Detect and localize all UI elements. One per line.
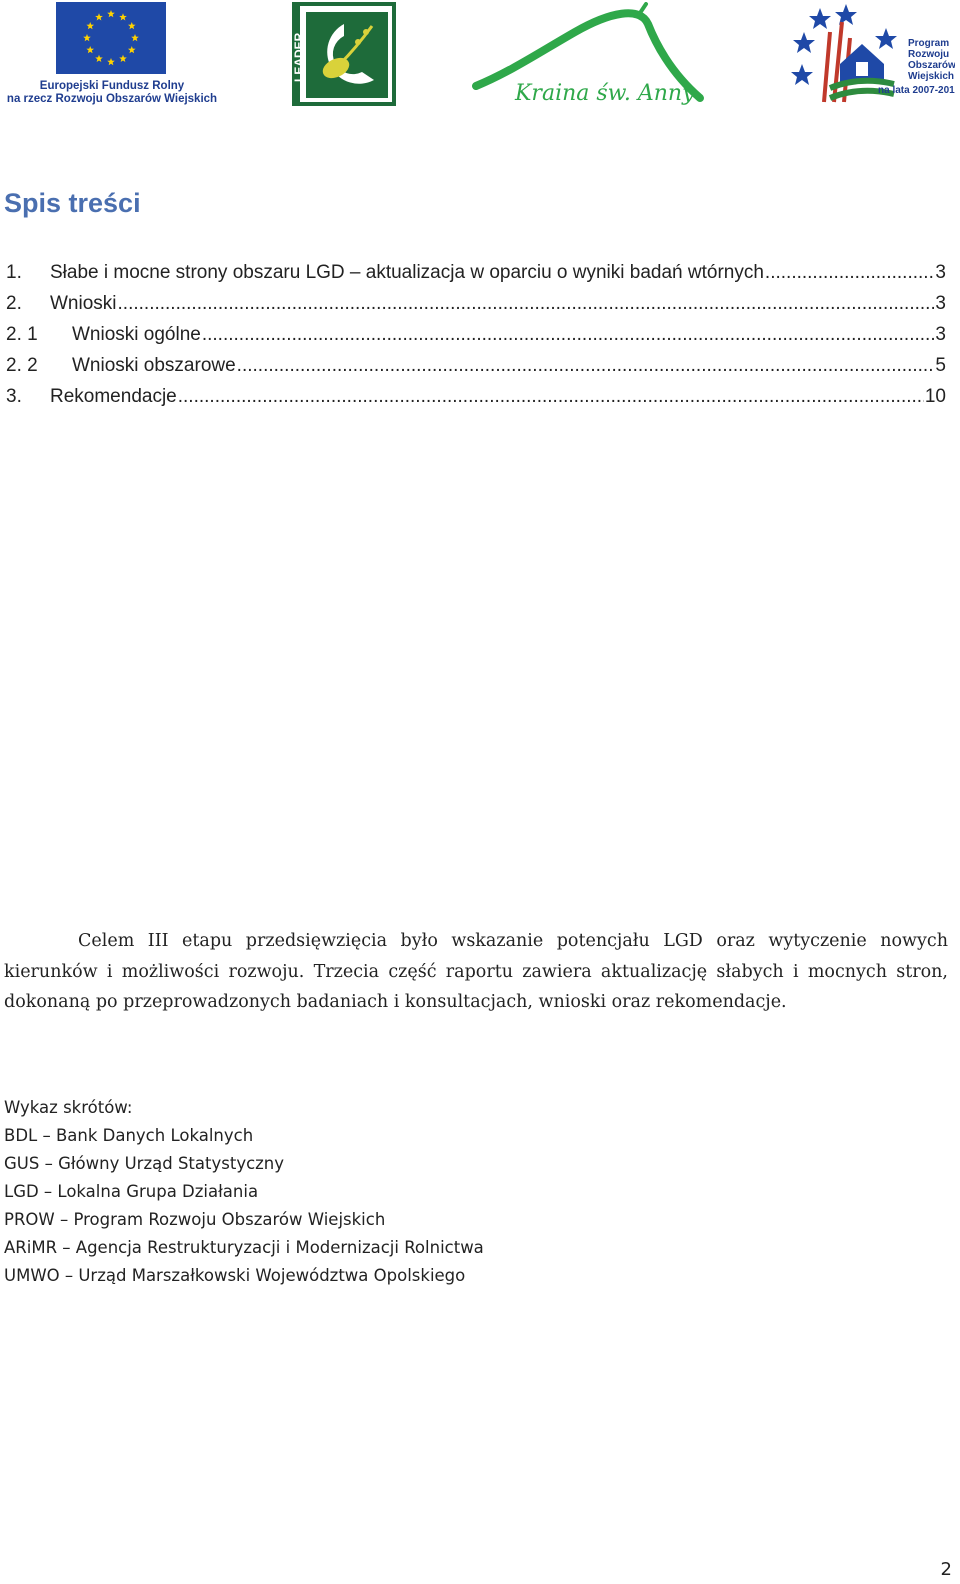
leader-logo (292, 2, 396, 106)
prow-logo-line2: Rozwoju (908, 49, 950, 60)
toc-entry-label: Wnioski ogólne (72, 324, 201, 345)
toc-entry[interactable] (6, 293, 946, 324)
toc-dot-leader (202, 324, 935, 346)
header-logos (0, 0, 960, 110)
toc-entry-number: 2. 1 (6, 324, 38, 345)
toc-entry[interactable] (6, 262, 946, 293)
abbreviations-list (4, 1094, 484, 1290)
toc-dot-leader (118, 293, 935, 315)
toc-dot-leader (237, 355, 935, 377)
prow-logo-line4: Wiejskich (908, 71, 955, 82)
prow-logo-line3: Obszarów (908, 60, 955, 71)
abbreviation-item: ARiMR – Agencja Restrukturyzacji i Modernizacji Rolnictwa (4, 1238, 484, 1257)
prow-logo-line5: na lata 2007-2013 (878, 85, 955, 96)
intro-paragraph (4, 926, 948, 1018)
eu-flag-icon (56, 2, 166, 74)
eu-logo-text-line2: na rzecz Rozwoju Obszarów Wiejskich (6, 93, 218, 105)
toc-dot-leader (178, 386, 924, 408)
eu-logo-text-line1: Europejski Fundusz Rolny (39, 80, 185, 92)
abbreviation-item: PROW – Program Rozwoju Obszarów Wiejskich (4, 1210, 386, 1229)
prow-logo-line1: Program (908, 38, 950, 49)
abbreviations-title: Wykaz skrótów: (4, 1098, 133, 1117)
toc-entry[interactable] (6, 324, 946, 355)
toc-entry-label: Słabe i mocne strony obszaru LGD – aktualizacja w oparciu o wyniki badań wtórnych (50, 262, 764, 283)
toc-entry-label: Wnioski obszarowe (72, 355, 236, 376)
toc-entry-number: 2. (6, 293, 22, 314)
abbreviation-item: UMWO – Urząd Marszałkowski Województwa Opolskiego (4, 1266, 466, 1285)
prow-logo (790, 2, 955, 106)
toc-dot-leader (765, 262, 935, 284)
toc-entry-page: 3 (935, 262, 946, 283)
toc-entry-number: 2. 2 (6, 355, 38, 376)
abbreviation-item: BDL – Bank Danych Lokalnych (4, 1126, 254, 1145)
abbreviation-item: LGD – Lokalna Grupa Działania (4, 1182, 259, 1201)
abbreviation-item: GUS – Główny Urząd Statystyczny (4, 1154, 285, 1173)
toc-entry-page: 10 (924, 386, 946, 407)
toc-entry-page: 5 (935, 355, 946, 376)
toc-entry-label: Rekomendacje (50, 386, 177, 407)
toc-entry[interactable] (6, 386, 946, 417)
leader-logo-text: LEADER (292, 32, 306, 82)
toc-entry-page: 3 (935, 293, 946, 314)
page-number: 2 (940, 1559, 952, 1580)
toc-entry[interactable] (6, 355, 946, 386)
toc-entry-number: 3. (6, 386, 22, 407)
kraina-sw-anny-logo (470, 2, 720, 106)
intro-text: Celem III etapu przedsięwzięcia było wskazanie potencjału LGD oraz wytyczenie nowych kierunków i możliwości rozwoju. Trzecia część raportu zawiera aktualizację słabych i mocnych stron, dokonaną po przeprowadzonych badaniach i konsultacjach, wnioski oraz rekomendacje. (4, 931, 948, 1012)
table-of-contents (6, 262, 946, 417)
toc-title: Spis treści (4, 188, 141, 218)
toc-entry-label: Wnioski (50, 293, 117, 314)
toc-entry-number: 1. (6, 262, 22, 283)
toc-entry-page: 3 (935, 324, 946, 345)
kraina-logo-text: Kraina św. Anny (515, 81, 695, 106)
eu-fund-logo (4, 2, 216, 106)
